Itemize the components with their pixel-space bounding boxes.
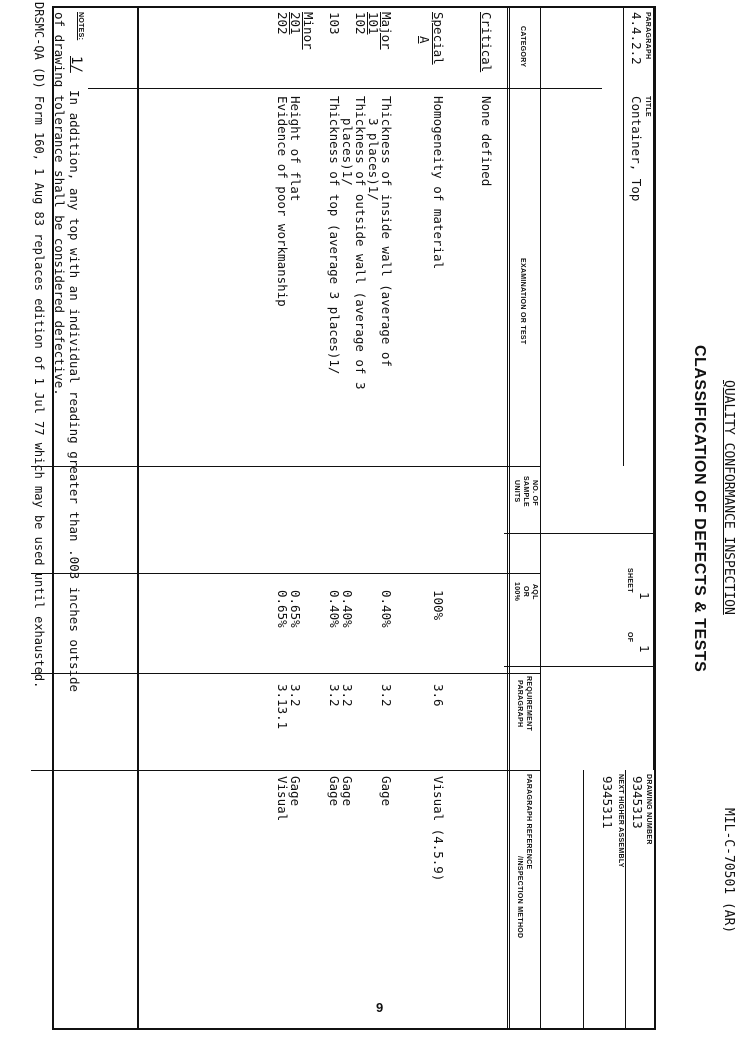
row-major-heading: Major [379,12,394,50]
row-202-exam: Evidence of poor workmanship [275,96,290,307]
paragraph-label: PARAGRAPH [644,12,651,60]
divider-sheet-drawing [504,666,654,667]
title-value: Container, Top [629,96,644,202]
divider-aql-req [31,673,541,674]
divider-drawing-nha [625,770,626,1028]
row-special-a-aql: 100% [431,590,446,621]
row-103-category: 103 [327,12,342,35]
divider-body-notes [137,8,139,1028]
divider-category-exam [88,88,602,89]
row-103-method: Gage [327,776,342,807]
col-header-req-1: REQUIREMENT [525,676,532,732]
col-header-aql-1: AQL [531,584,538,600]
sheet-total: 1 [637,645,652,653]
page-number: 9 [376,1000,384,1015]
row-201-category: 201 [288,12,303,35]
row-101-req: 3.2 [379,684,394,707]
row-103-req: 3.2 [327,684,342,707]
notes-footnote-mark: 1/ [68,56,84,73]
notes-line-2: of drawing tolerance shall be considered defective. [52,12,67,396]
row-201-exam: Height of flat [288,96,303,202]
header-inspection-title: QUALITY CONFORMANCE INSPECTION [721,380,736,615]
next-higher-assembly-label: NEXT HIGHER ASSEMBLY [617,774,624,868]
sheet-number: 1 [637,592,652,600]
row-critical-exam: None defined [479,96,494,187]
next-higher-assembly-number: 9345311 [600,776,615,829]
col-header-category: CATEGORY [519,26,526,68]
divider-headers-rows [509,6,510,1030]
row-102-category: 102 [353,12,368,35]
row-minor-heading: Minor [301,12,316,50]
row-202-aql: 0.65% [275,590,290,628]
col-header-aql-2: OR [522,586,529,598]
row-101-exam-line2: 3 places)1/ [366,118,381,201]
sheet-label: SHEET [626,568,633,593]
row-101-exam-line1: Thickness of inside wall (average of [379,96,394,367]
row-102-aql: 0.40% [340,590,355,628]
divider-header-body [507,8,508,1028]
row-202-req: 3.13.1 [275,684,290,730]
divider-column-headers [540,8,541,1028]
col-header-sample-2: SAMPLE [522,476,529,507]
row-special-a-category: A [417,36,432,44]
drawing-number-label: DRAWING NUMBER [645,774,652,845]
row-101-method: Gage [379,776,394,807]
notes-line-1: In addition, any top with an individual reading greater than .003 inches outside [67,90,82,693]
row-102-exam-line1: Thickness of outside wall (average of 3 [353,96,368,390]
col-header-aql-3: 100% [513,582,520,602]
row-201-method: Gage [288,776,303,807]
row-202-method: Visual [275,776,290,822]
row-101-aql: 0.40% [379,590,394,628]
divider-para-title [623,8,624,466]
row-special-a-exam: Homogeneity of material [431,96,446,270]
title-label: TITLE [644,96,651,117]
col-header-ref-1: PARAGRAPH REFERENCE [525,774,532,870]
divider-exam-sample [31,466,541,467]
divider-req-ref [31,770,541,771]
row-101-category: 101 [366,12,381,35]
row-103-aql: 0.40% [327,590,342,628]
row-special-a-req: 3.6 [431,684,446,707]
row-102-req: 3.2 [340,684,355,707]
row-102-exam-line2: places)1/ [340,118,355,186]
col-header-req-2: PARAGRAPH [516,680,523,728]
row-103-exam: Thickness of top (average 3 places)1/ [327,96,342,375]
paragraph-number: 4.4.2.2 [629,12,644,65]
row-special-heading: Special [431,12,446,65]
notes-label: NOTES: [77,12,84,41]
row-202-category: 202 [275,12,290,35]
col-header-sample-3: UNITS [513,480,520,503]
row-201-aql: 0.65% [288,590,303,628]
divider-sample-aql [31,573,541,574]
divider-title-sheet [504,533,654,534]
col-header-ref-2: /INSPECTION METHOD [516,856,523,939]
of-label: OF [626,632,633,643]
row-critical-category: Critical [479,12,494,73]
col-header-examination: EXAMINATION OR TEST [519,258,526,345]
row-special-a-method: Visual (4.5.9) [431,776,446,882]
form-footer: DRSMC-QA (D) Form 160, 1 Aug 83 replaces edition of 1 Jul 77 which may be used until exhausted. [32,2,46,689]
divider-nha-ref [583,770,584,1028]
col-header-sample-1: NO. OF [531,480,538,506]
row-201-req: 3.2 [288,684,303,707]
row-102-method: Gage [340,776,355,807]
drawing-number: 9345313 [630,776,645,829]
spec-number: MIL-C-70501 (AR) [721,808,736,934]
main-title: CLASSIFICATION OF DEFECTS & TESTS [691,345,708,673]
